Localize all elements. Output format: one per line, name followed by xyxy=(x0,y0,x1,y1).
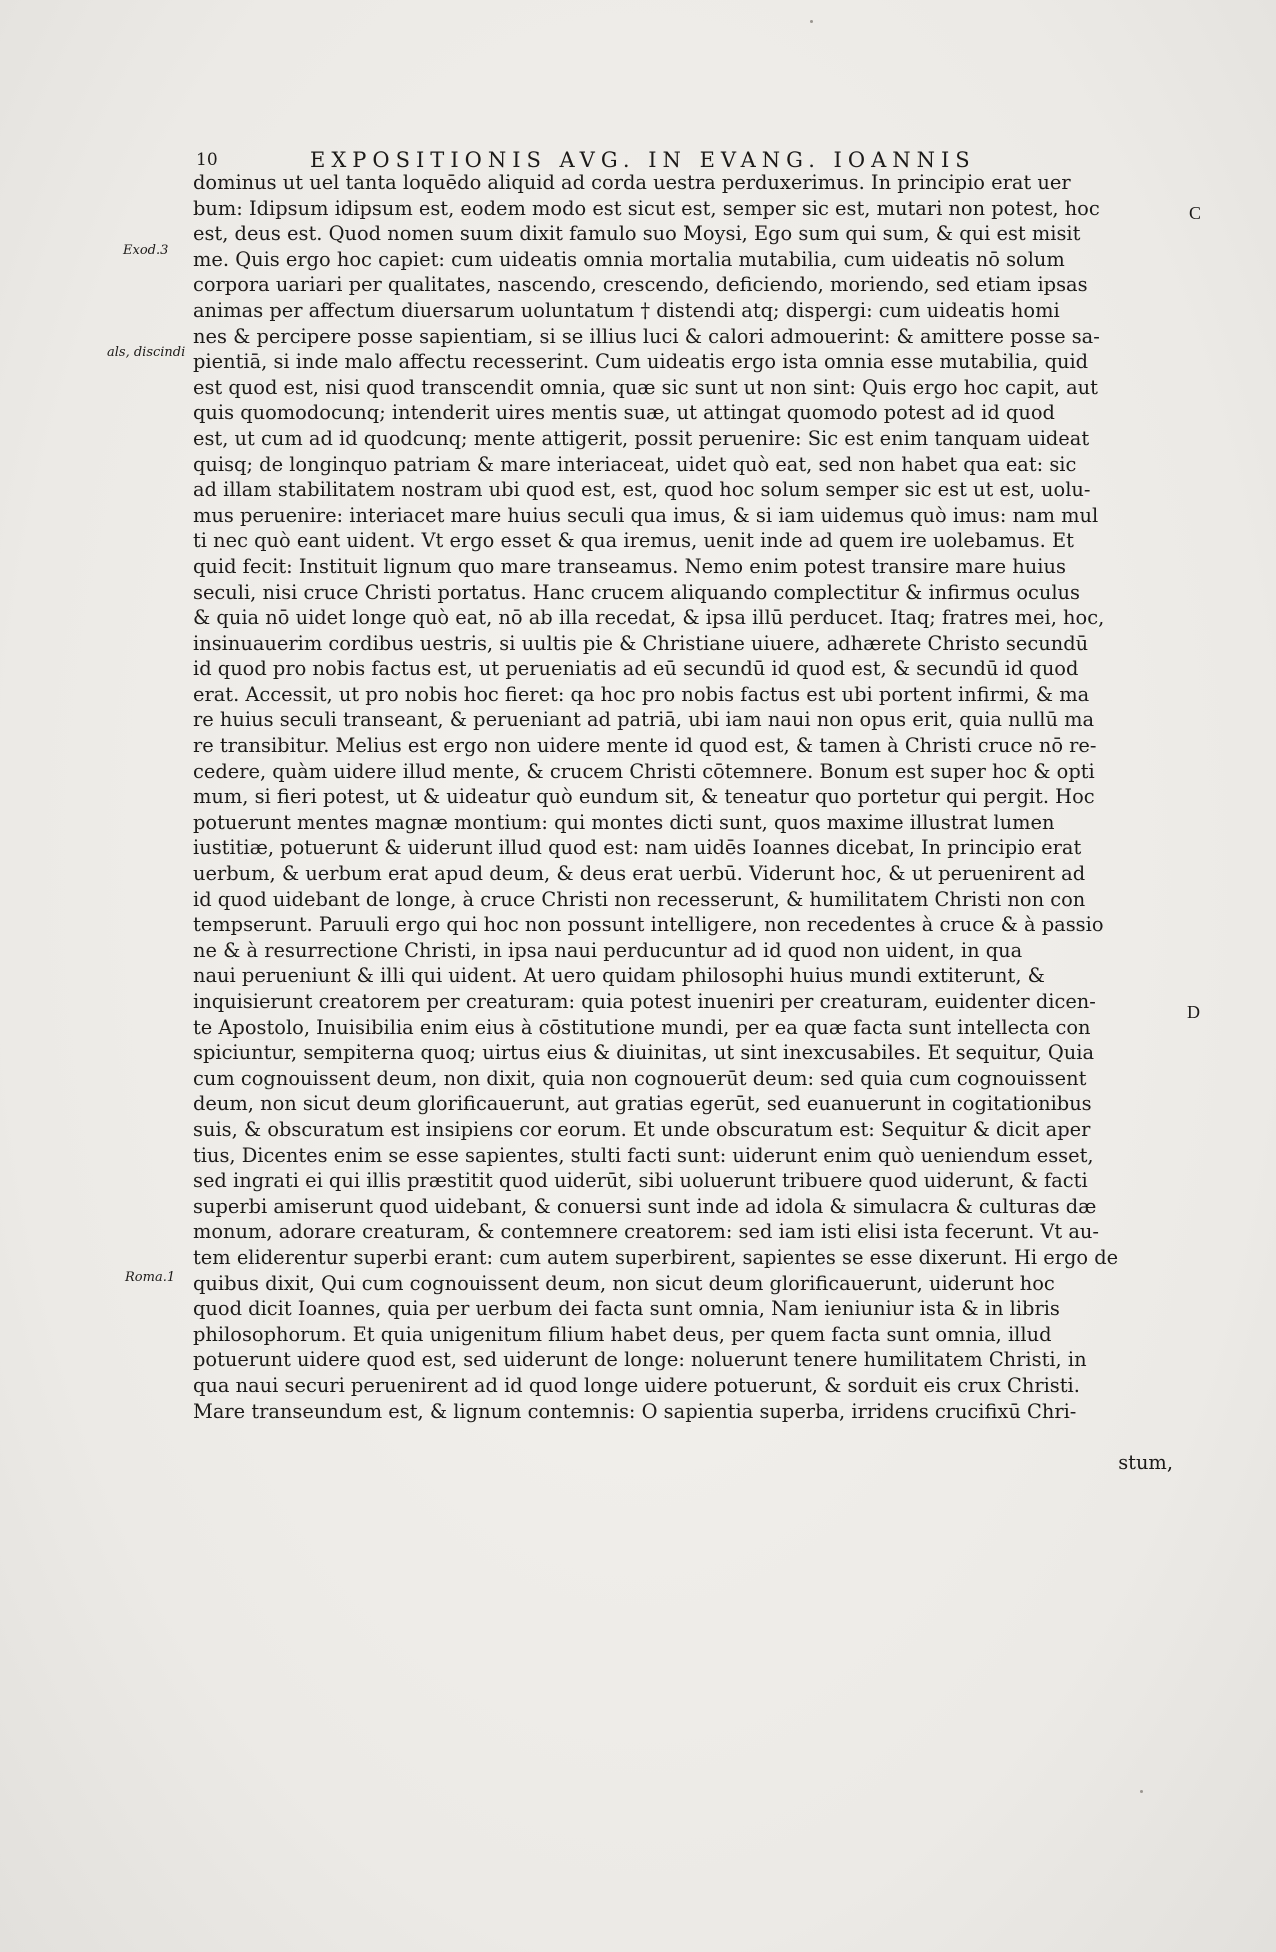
catchword: stum, xyxy=(1118,1450,1173,1474)
text-line: corpora uariari per qualitates, nascendo, crescendo, deficiendo, moriendo, sed etiam ipsas xyxy=(193,273,1088,297)
text-line: potuerunt mentes magnæ montium: qui montes dicti sunt, quos maxime illustrat lumen xyxy=(193,810,1055,834)
text-line: quis quomodocunq; intenderit uires mentis suæ, ut attingat quomodo potest ad id quod xyxy=(193,401,1055,425)
text-line: qua naui securi peruenirent ad id quod longe uidere potuerunt, & sorduit eis crux Christi. xyxy=(193,1373,1080,1397)
text-line: uerbum, & uerbum erat apud deum, & deus erat uerbū. Viderunt hoc, & ut peruenirent ad xyxy=(193,862,1086,886)
folio-number: 10 xyxy=(196,150,218,170)
text-line: Mare transeundum est, & lignum contemnis: O sapientia superba, irridens crucifixū Chri- xyxy=(193,1399,1077,1423)
text-line: bum: Idipsum idipsum est, eodem modo est sicut est, semper sic est, mutari non potest, hoc xyxy=(193,196,1100,220)
text-line: iustitiæ, potuerunt & uiderunt illud quod est: nam uidēs Ioannes dicebat, In principio erat xyxy=(193,836,1082,860)
paper-speck xyxy=(810,20,813,23)
text-line: naui perueniunt & illi qui uident. At uero quidam philosophi huius mundi extiterunt, & xyxy=(193,964,1045,988)
paper-speck xyxy=(1140,1790,1143,1793)
text-line: quisq; de longinquo patriam & mare interiaceat, uidet quò eat, sed non habet qua eat: sic xyxy=(193,452,1077,476)
text-line: spiciuntur, sempiterna quoq; uirtus eius & diuinitas, ut sint inexcusabiles. Et sequitur, Quia xyxy=(193,1041,1094,1065)
section-letter-d: D xyxy=(1187,1002,1200,1022)
text-line: quod dicit Ioannes, quia per uerbum dei facta sunt omnia, Nam ieniuniur ista & in libris xyxy=(193,1297,1060,1321)
text-line: cum cognouissent deum, non dixit, quia non cognouerūt deum: sed quia cum cognouissent xyxy=(193,1066,1087,1090)
text-line: id quod uidebant de longe, à cruce Christi non recesserunt, & humilitatem Christi non con xyxy=(193,887,1086,911)
text-line: suis, & obscuratum est insipiens cor eorum. Et unde obscuratum est: Sequitur & dicit aper xyxy=(193,1117,1091,1141)
text-line: sed ingrati ei qui illis præstitit quod uiderūt, sibi uoluerunt tribuere quod uiderunt, & facti xyxy=(193,1169,1088,1193)
text-line: inquisierunt creatorem per creaturam: quia potest inueniri per creaturam, euidenter dicen- xyxy=(193,990,1096,1013)
text-line: ti nec quò eant uident. Vt ergo esset & qua iremus, uenit inde ad quem ire uolebamus. Et xyxy=(193,529,1074,553)
text-line: animas per affectum diuersarum uoluntatum † distendi atq; dispergi: cum uideatis homi xyxy=(193,298,1060,322)
text-line: mus peruenire: interiacet mare huius seculi qua imus, & si iam uidemus quò imus: nam mul xyxy=(193,503,1099,527)
margin-note-exod: Exod.3 xyxy=(123,243,169,258)
text-line: me. Quis ergo hoc capiet: cum uideatis omnia mortalia mutabilia, cum uideatis nō solum xyxy=(193,247,1065,271)
text-line: deum, non sicut deum glorificauerunt, aut gratias egerūt, sed euanuerunt in cogitationibus xyxy=(193,1092,1092,1116)
section-letter-c: C xyxy=(1189,203,1202,223)
text-line: tempserunt. Paruuli ergo qui hoc non possunt intelligere, non recedentes à cruce & à passio xyxy=(193,913,1104,937)
text-line: philosophorum. Et quia unigenitum filium habet deus, per quem facta sunt omnia, illud xyxy=(193,1322,1052,1346)
text-line: superbi amiserunt quod uidebant, & conuersi sunt inde ad idola & simulacra & culturas dæ xyxy=(193,1194,1097,1218)
text-line: est, ut cum ad id quodcunq; mente attigerit, possit peruenire: Sic est enim tanquam uideat xyxy=(193,426,1090,450)
text-line: seculi, nisi cruce Christi portatus. Hanc crucem aliquando complectitur & infirmus oculus xyxy=(193,580,1080,604)
text-line: tius, Dicentes enim se esse sapientes, stulti facti sunt: uiderunt enim quò ueniendum esset, xyxy=(193,1143,1094,1167)
text-line: tem eliderentur superbi erant: cum autem superbirent, sapientes se esse dixerunt. Hi ergo de xyxy=(193,1245,1119,1269)
text-line: & quia nō uidet longe quò eat, nō ab illa recedat, & ipsa illū perducet. Itaq; fratres mei, hoc, xyxy=(193,606,1105,630)
text-line: est quod est, nisi quod transcendit omnia, quæ sic sunt ut non sint: Quis ergo hoc capit, aut xyxy=(193,375,1098,399)
text-line: mum, si fieri potest, ut & uideatur quò eundum sit, & teneatur quo portetur qui pergit. Hoc xyxy=(193,785,1095,809)
text-line: ad illam stabilitatem nostram ubi quod est, est, quod hoc solum semper sic est ut est, uolu- xyxy=(193,478,1091,502)
margin-note-discindi: als, discindi xyxy=(107,345,186,360)
text-line: re huius seculi transeant, & perueniant ad patriā, ubi iam naui non opus erit, quia nullū ma xyxy=(193,708,1095,732)
text-line: id quod pro nobis factus est, ut perueniatis ad eū secundū id quod est, & secundū id quod xyxy=(193,657,1079,681)
text-line: cedere, quàm uidere illud mente, & crucem Christi cōtemnere. Bonum est super hoc & opti xyxy=(193,759,1095,783)
text-line: quibus dixit, Qui cum cognouissent deum, non sicut deum glorificauerunt, uiderunt hoc xyxy=(193,1271,1055,1295)
text-line: potuerunt uidere quod est, sed uiderunt de longe: noluerunt tenere humilitatem Christi, in xyxy=(193,1348,1087,1372)
text-line: insinuauerim cordibus uestris, si uultis pie & Christiane uiuere, adhærete Christo secundū xyxy=(193,631,1089,655)
text-line: monum, adorare creaturam, & contemnere creatorem: sed iam isti elisi ista fecerunt. Vt au- xyxy=(193,1220,1099,1244)
text-line: quid fecit: Instituit lignum quo mare transeamus. Nemo enim potest transire mare huius xyxy=(193,554,1066,578)
body-text xyxy=(193,170,1175,1475)
text-line: dominus ut uel tanta loquēdo aliquid ad corda uestra perduxerimus. In principio erat uer xyxy=(193,171,1071,194)
text-line: te Apostolo, Inuisibilia enim eius à cōstitutione mundi, per ea quæ facta sunt intellecta con xyxy=(193,1015,1091,1039)
running-title: EXPOSITIONIS AVG. IN EVANG. IOANNIS xyxy=(310,148,976,172)
text-line: re transibitur. Melius est ergo non uidere mente id quod est, & tamen à Christi cruce nō re- xyxy=(193,734,1097,758)
text-line xyxy=(193,1424,1175,1450)
margin-note-roma: Roma.1 xyxy=(125,1270,176,1285)
text-line: est, deus est. Quod nomen suum dixit famulo suo Moysi, Ego sum qui sum, & qui est misit xyxy=(193,222,1081,246)
text-line: erat. Accessit, ut pro nobis hoc fieret: qa hoc pro nobis factus est ubi portent infirmi, & ma xyxy=(193,682,1090,706)
text-line: ne & à resurrectione Christi, in ipsa naui perducuntur ad id quod non uident, in qua xyxy=(193,938,1023,962)
text-line: nes & percipere posse sapientiam, si se illius luci & calori admouerint: & amittere posse sa- xyxy=(193,324,1100,348)
text-line: pientiā, si inde malo affectu recesserint. Cum uideatis ergo ista omnia esse mutabilia, quid xyxy=(193,350,1089,374)
